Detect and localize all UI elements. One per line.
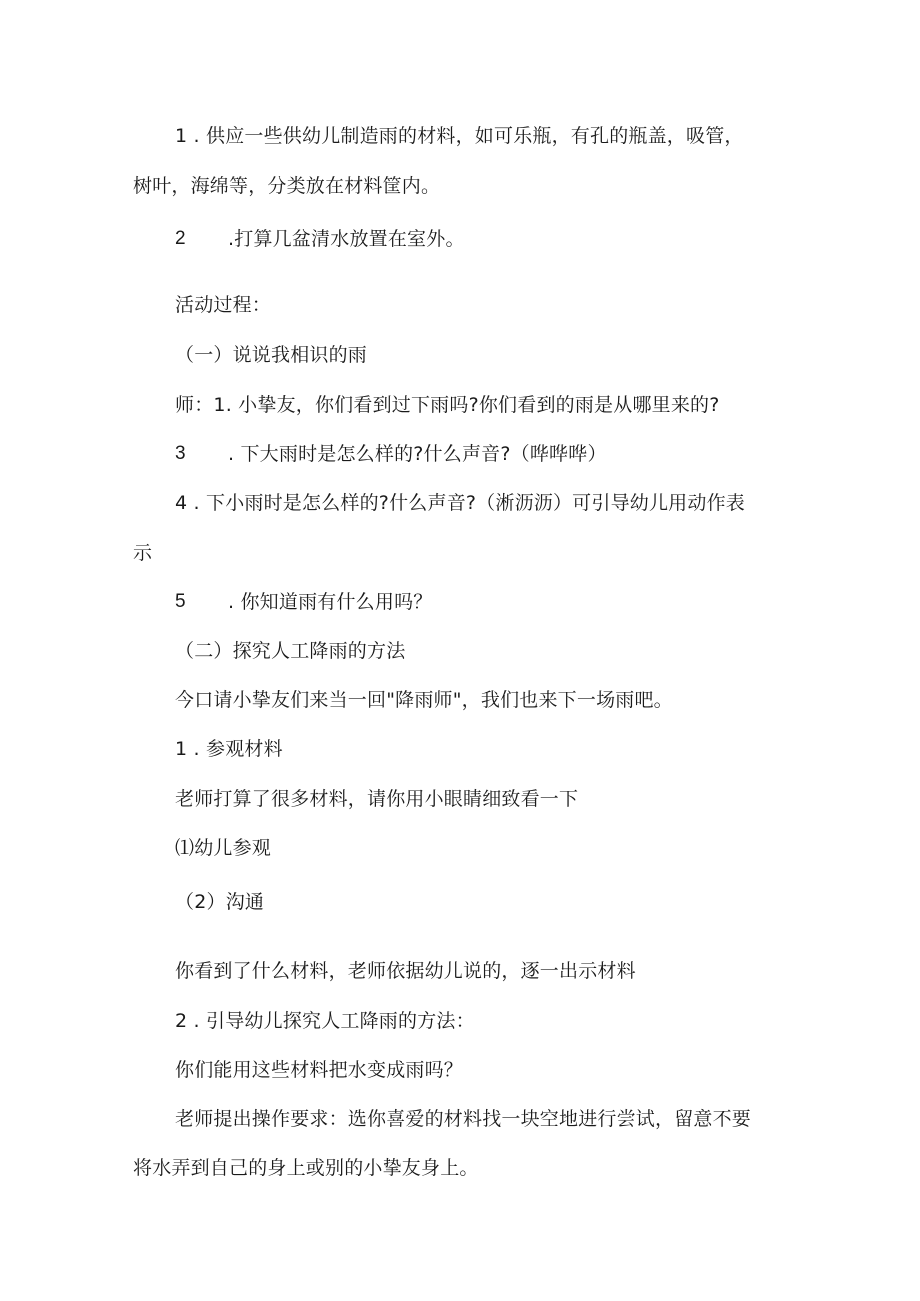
text-line: 师：1. 小挚友，你们看到过下雨吗?你们看到的雨是从哪里来的? xyxy=(175,394,720,416)
text-line: 树叶，海绵等，分类放在材料筐内。 xyxy=(133,175,441,197)
text-line: ⑴幼儿参观 xyxy=(175,837,272,859)
text-line: 老师提出操作要求：选你喜爱的材料找一块空地进行尝试，留意不要 xyxy=(175,1108,752,1130)
text-line: （2）沟通 xyxy=(175,891,265,913)
text-line: 将水弄到自己的身上或别的小挚友身上。 xyxy=(133,1157,479,1179)
text-line: 1 . 参观材料 xyxy=(175,738,283,760)
text-line: 老师打算了很多材料，请你用小眼睛细致看一下 xyxy=(175,788,579,810)
text-line: . 你知道雨有什么用吗？ xyxy=(228,591,433,613)
text-line: .打算几盆清水放置在室外。 xyxy=(228,228,465,250)
text-line: 4 . 下小雨时是怎么样的?什么声音?（淅沥沥）可引导幼儿用动作表 xyxy=(175,492,745,514)
text-line: . 下大雨时是怎么样的?什么声音?（哗哗哗） xyxy=(228,443,607,465)
text-line: 今口请小挚友们来当一回"降雨师"，我们也来下一场雨吧。 xyxy=(175,689,673,711)
section-heading: （二）探究人工降雨的方法 xyxy=(175,640,406,662)
section-heading: 活动过程： xyxy=(175,294,272,316)
text-line: 你们能用这些材料把水变成雨吗？ xyxy=(175,1059,464,1081)
text-line: 2 . 引导幼儿探究人工降雨的方法： xyxy=(175,1010,475,1032)
section-heading: （一）说说我相识的雨 xyxy=(175,344,368,366)
text-line: 示 xyxy=(133,542,153,564)
text-line: 你看到了什么材料，老师依据幼儿说的，逐一出示材料 xyxy=(175,960,636,982)
list-number: 3 xyxy=(175,443,186,464)
list-number: 2 xyxy=(175,228,186,249)
text-line: 1 . 供应一些供幼儿制造雨的材料，如可乐瓶，有孔的瓶盖，吸管， xyxy=(175,125,744,147)
list-number: 5 xyxy=(175,591,186,612)
